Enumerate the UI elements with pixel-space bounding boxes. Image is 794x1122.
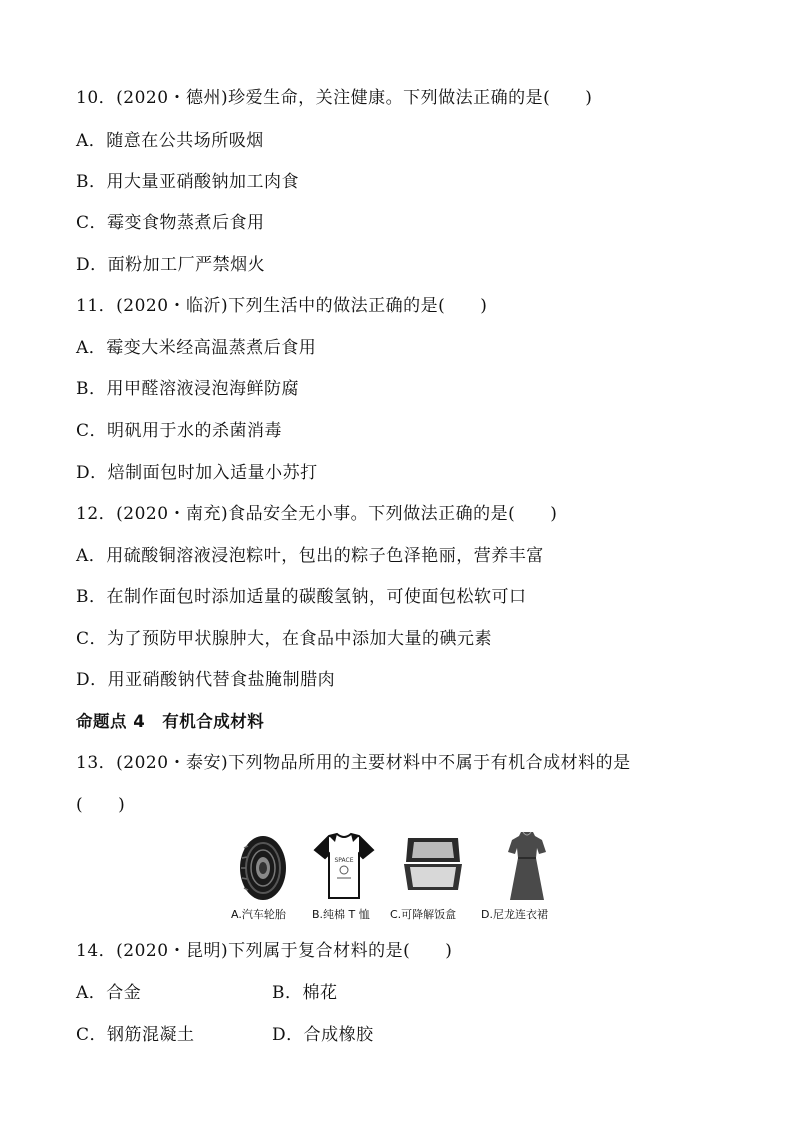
question-13-stem: 13．(2020・泰安)下列物品所用的主要材料中不属于有机合成材料的是 [76,753,631,773]
question-12-option-b: B．在制作面包时添加适量的碳酸氢钠，可使面包松软可口 [76,587,527,607]
question-11-option-d: D．焙制面包时加入适量小苏打 [76,463,318,483]
question-11-option-a: A．霉变大米经高温蒸煮后食用 [76,338,317,358]
question-13-figure [0,830,794,930]
tire-image [238,834,288,902]
caption-c: C.可降解饭盒 [390,908,457,921]
lunchbox-image [400,834,466,894]
question-10-option-b: B．用大量亚硝酸钠加工肉食 [76,172,299,192]
question-14-stem: 14．(2020・昆明)下列属于复合材料的是( ) [76,941,453,961]
question-10-option-a: A．随意在公共场所吸烟 [76,131,264,151]
tshirt-print-text: SPACE [334,857,354,864]
question-12-option-c: C．为了预防甲状腺肿大，在食品中添加大量的碘元素 [76,629,493,649]
question-14-option-a: A．合金 [76,983,142,1003]
question-14-option-b: B．棉花 [272,983,338,1003]
question-12-option-d: D．用亚硝酸钠代替食盐腌制腊肉 [76,670,336,690]
dress-image [506,830,548,904]
caption-a: A.汽车轮胎 [231,908,286,921]
question-11-stem: 11．(2020・临沂)下列生活中的做法正确的是( ) [76,296,488,316]
question-11-option-b: B．用甲醛溶液浸泡海鲜防腐 [76,379,299,399]
question-10-option-c: C．霉变食物蒸煮后食用 [76,213,265,233]
question-14-option-c: C．钢筋混凝土 [76,1025,195,1045]
section-heading: 命题点 4 有机合成材料 [76,712,265,731]
question-12-stem: 12．(2020・南充)食品安全无小事。下列做法正确的是( ) [76,504,558,524]
caption-b: B.纯棉 T 恤 [312,908,370,921]
caption-d: D.尼龙连衣裙 [481,908,548,921]
question-11-option-c: C．明矾用于水的杀菌消毒 [76,421,283,441]
question-14-option-d: D．合成橡胶 [272,1025,374,1045]
tshirt-image [313,832,375,902]
question-13-blank: ( ) [76,795,126,815]
question-10-stem: 10．(2020・德州)珍爱生命，关注健康。下列做法正确的是( ) [76,88,593,108]
question-10-option-d: D．面粉加工厂严禁烟火 [76,255,266,275]
question-12-option-a: A．用硫酸铜溶液浸泡粽叶，包出的粽子色泽艳丽，营养丰富 [76,546,544,566]
